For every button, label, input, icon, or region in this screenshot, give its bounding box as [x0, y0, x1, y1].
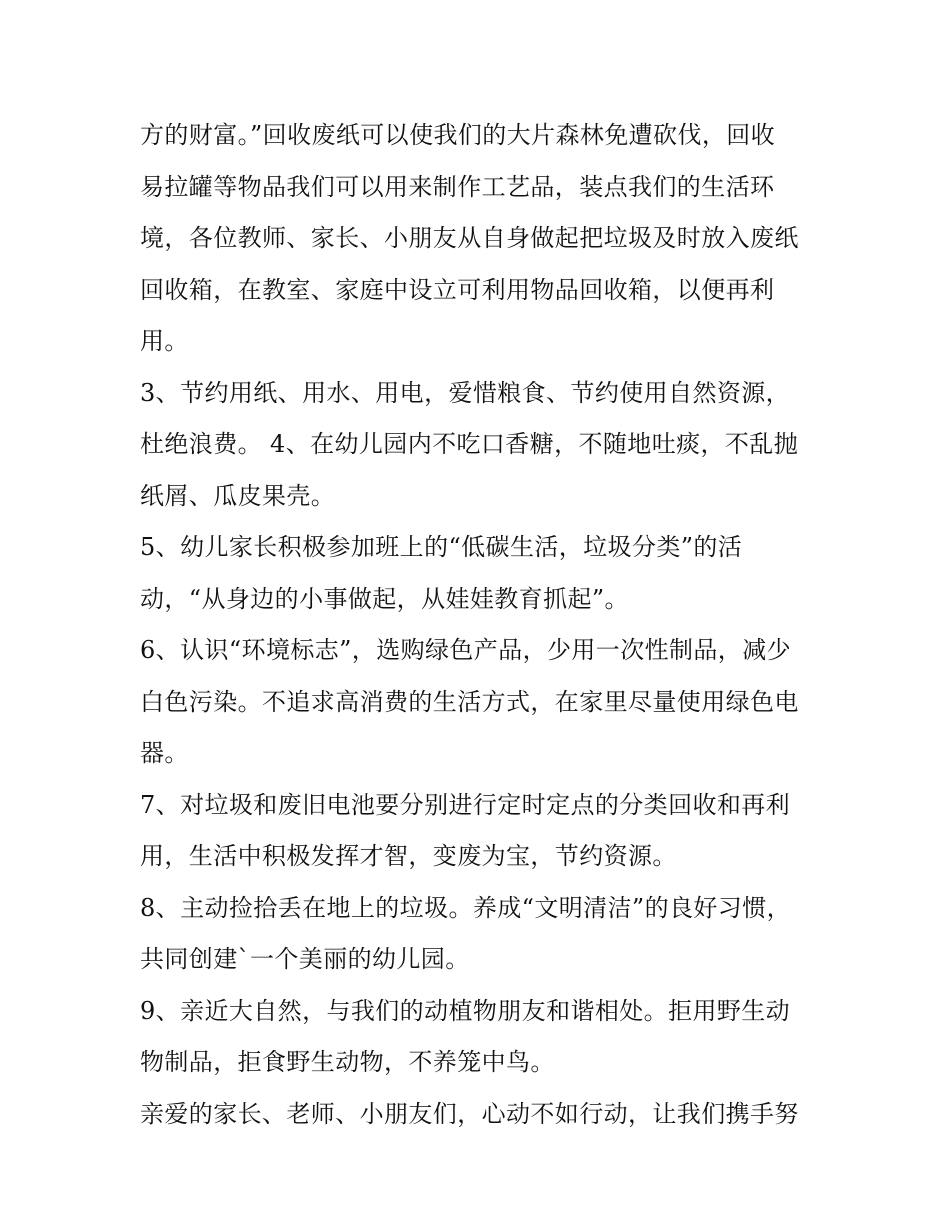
text-line: 亲爱的家长、老师、小朋友们，心动不如行动，让我们携手努 — [140, 1099, 799, 1128]
text-line: 境，各位教师、家长、小朋友从自身做起把垃圾及时放入废纸 — [140, 224, 799, 252]
text-line: 9、亲近大自然，与我们的动植物朋友和谐相处。拒用野生动 — [140, 996, 791, 1025]
text-line: 用，生活中积极发挥才智，变废为宝，节约资源。 — [140, 842, 677, 870]
text-line: 用。 — [140, 327, 189, 355]
text-line: 杜绝浪费。 4、在幼儿园内不吃口香糖，不随地吐痰，不乱抛 — [140, 430, 799, 458]
text-line: 回收箱，在教室、家庭中设立可利用物品回收箱，以便再利 — [140, 275, 775, 304]
text-line: 动，“从身边的小事做起，从娃娃教育抓起”。 — [140, 584, 629, 613]
text-line: 易拉罐等物品我们可以用来制作工艺品，装点我们的生活环 — [140, 172, 775, 201]
text-line: 7、对垃圾和废旧电池要分别进行定时定点的分类回收和再利 — [140, 790, 791, 819]
document-body — [140, 110, 820, 1140]
text-line: 8、主动捡拾丢在地上的垃圾。养成“文明清洁”的良好习惯， — [140, 893, 792, 922]
text-line: 5、幼儿家长积极参加班上的“低碳生活，垃圾分类”的活 — [140, 533, 743, 561]
text-line: 共同创建`一个美丽的幼儿园。 — [140, 945, 470, 973]
text-line: 6、认识“环境标志”，选购绿色产品，少用一次性制品，减少 — [140, 636, 792, 664]
text-line: 物制品，拒食野生动物，不养笼中鸟。 — [140, 1048, 555, 1076]
text-line: 纸屑、瓜皮果壳。 — [140, 481, 336, 510]
text-line: 方的财富。”回收废纸可以使我们的大片森林免遭砍伐，回收 — [140, 121, 776, 149]
text-line: 3、节约用纸、用水、用电，爱惜粮食、节约使用自然资源， — [140, 378, 791, 407]
text-line: 白色污染。不追求高消费的生活方式，在家里尽量使用绿色电 — [140, 687, 799, 716]
text-line: 器。 — [140, 739, 189, 767]
